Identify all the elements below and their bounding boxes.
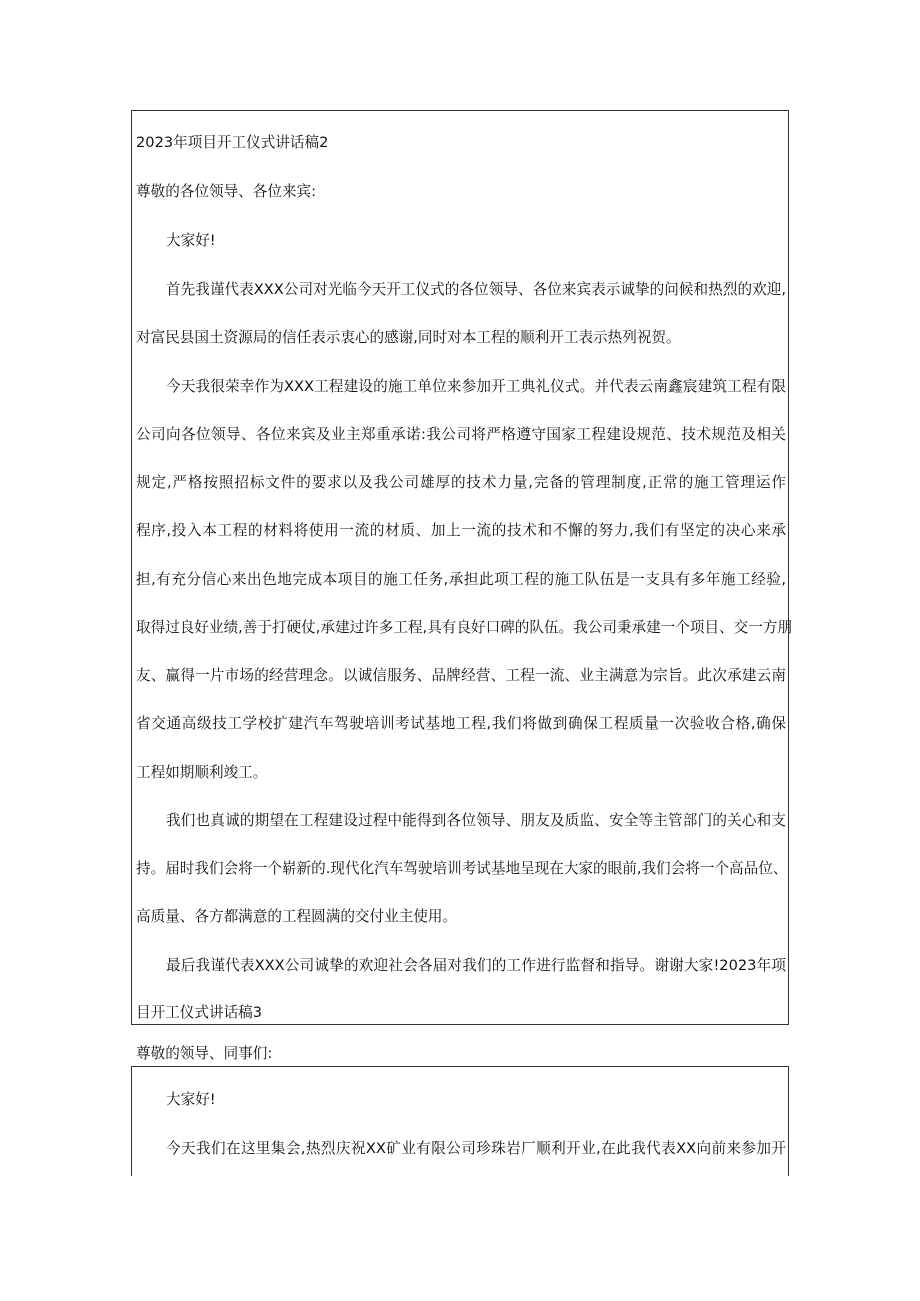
paragraph-line: 最后我谨代表XXX公司诚挚的欢迎社会各届对我们的工作进行监督和指导。谢谢大家!2023年项 [166,957,786,974]
salutation: 尊敬的各位领导、各位来宾: [136,183,317,200]
paragraph-line: 担,有充分信心来出色地完成本项目的施工任务,承担此项工程的施工队伍是一支具有多年施工经验, [136,571,786,588]
paragraph-line: 今天我们在这里集会,热烈庆祝XX矿业有限公司珍珠岩厂顺利开业,在此我代表XX向前来参加开 [166,1140,786,1157]
document-title: 2023年项目开工仪式讲话稿2 [136,134,329,151]
greeting-2: 大家好! [166,1091,216,1108]
paragraph-line: 我们也真诚的期望在工程建设过程中能得到各位领导、朋友及质监、安全等主管部门的关心和支 [166,812,786,829]
greeting: 大家好! [166,232,216,249]
document-frame-2 [131,1066,789,1176]
paragraph-line: 省交通高级技工学校扩建汽车驾驶培训考试基地工程,我们将做到确保工程质量一次验收合格,确保 [136,715,786,732]
paragraph-line: 目开工仪式讲话稿3 [136,1004,263,1021]
paragraph-line: 友、赢得一片市场的经营理念。以诚信服务、品牌经营、工程一流、业主满意为宗旨。此次承建云南 [136,667,786,684]
paragraph-line: 工程如期顺利竣工。 [136,764,268,781]
paragraph-line: 对富民县国土资源局的信任表示衷心的感谢,同时对本工程的顺利开工表示热列祝贺。 [136,329,681,346]
paragraph-line: 程序,投入本工程的材料将使用一流的材质、加上一流的技术和不懈的努力,我们有坚定的决心来承 [136,522,786,539]
paragraph-line: 高质量、各方都满意的工程圆满的交付业主使用。 [136,908,458,925]
paragraph-line: 取得过良好业绩,善于打硬仗,承建过许多工程,具有良好口碑的队伍。我公司秉承建一个项目、交一方朋 [136,619,793,636]
paragraph-line: 持。届时我们会将一个崭新的.现代化汽车驾驶培训考试基地呈现在大家的眼前,我们会将一个高品位、 [136,860,788,877]
paragraph-line: 规定,严格按照招标文件的要求以及我公司雄厚的技术力量,完备的管理制度,正常的施工管理运作 [136,474,786,491]
salutation-2: 尊敬的领导、同事们: [136,1045,273,1062]
paragraph-line: 首先我谨代表XXX公司对光临今天开工仪式的各位领导、各位来宾表示诚挚的问候和热烈的欢迎, [166,281,786,298]
paragraph-line: 公司向各位领导、各位来宾及业主郑重承诺:我公司将严格遵守国家工程建设规范、技术规范及相关 [136,426,786,443]
paragraph-line: 今天我很荣幸作为XXX工程建设的施工单位来参加开工典礼仪式。并代表云南鑫宸建筑工程有限 [166,378,786,395]
